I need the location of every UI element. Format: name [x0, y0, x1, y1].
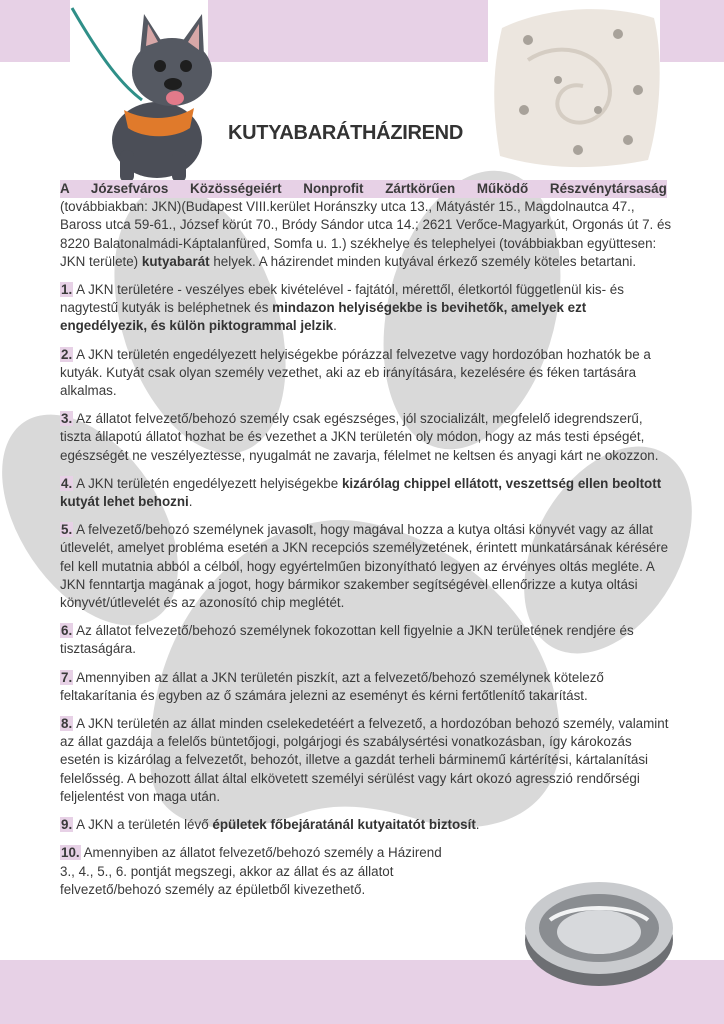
rule-number: 5.	[61, 522, 73, 538]
rule-1	[60, 281, 672, 336]
rule-10	[60, 844, 460, 899]
rule-bold: mindazon helyiségekbe is bevihetők, amelyek ezt engedélyezik, és külön piktogrammal jelzik	[60, 300, 587, 334]
page-title: KUTYABARÁTHÁZIREND	[228, 122, 463, 144]
rule-number: 8.	[61, 716, 73, 732]
rule-2	[60, 346, 672, 401]
rule-text: A JKN területén engedélyezett helyiségekbe	[76, 475, 339, 491]
rule-number: 6.	[61, 623, 73, 639]
rule-8	[60, 715, 672, 806]
rule-number: 9.	[61, 817, 73, 833]
intro-bold: kutyabarát	[141, 253, 210, 269]
intro-text-2: helyek. A házirendet minden kutyával érkező személy köteles betartani.	[213, 253, 637, 269]
rule-number: 1.	[61, 282, 73, 298]
rule-6	[60, 622, 672, 658]
rule-text: Amennyiben az állat a JKN területén piszkít, azt a felvezető/behozó személynek kötelező feltakarítania és egyben az ő számára jelezni az eseményt és kérni fertőtlenítő takarítást.	[60, 669, 604, 703]
rule-after: .	[188, 494, 193, 510]
rule-after: .	[333, 318, 337, 334]
rule-text: A JKN területére - veszélyes ebek kivételével - fajtától, mérettől, életkortól függetlenül kis- és nagytestű kutyák is beléphetnek és	[60, 282, 624, 316]
rule-number: 2.	[61, 346, 73, 362]
rule-text: A JKN területén engedélyezett helyiségekbe pórázzal felvezetve vagy hordozóban hozhatók be a kutyák. Kutyát csak olyan személy vezethet, aki az eb irányítására, kezelésére és féken tartására alkalmas.	[60, 346, 651, 399]
rule-text: Amennyiben az állatot felvezető/behozó személy a Házirend 3., 4., 5., 6. pontját megszegi, akkor az állat és az állatot felvezető/behozó személy az épületből kivezethető.	[60, 845, 442, 897]
rule-9	[60, 816, 672, 834]
rule-number: 10.	[61, 845, 80, 861]
rule-text: Az állatot felvezető/behozó személynek fokozottan kell figyelnie a JKN területének rendjére és tisztaságára.	[60, 623, 634, 657]
rule-7	[60, 669, 672, 705]
intro-paragraph	[60, 180, 672, 271]
rule-number: 7.	[61, 669, 73, 685]
rule-text: A JKN a területén lévő	[76, 817, 209, 833]
rule-after: .	[475, 817, 480, 833]
rule-text: Az állatot felvezető/behozó személy csak egészséges, jól szocializált, megfelelő idegrendszerű, tiszta állapotú állatot hozhat be és vezethet a JKN területén oly módon, hogy az más testi épségét, egészségét ne veszélyeztesse, nyugalmát ne zavarja, félelmet ne keltsen és anyagi kárt ne okozzon.	[60, 411, 659, 463]
rule-5	[60, 521, 672, 612]
rule-bold: kizárólag chippel ellátott, veszettség ellen beoltott kutyát lehet behozni	[60, 475, 662, 510]
french-bulldog-illustration	[62, 0, 222, 185]
house-rules-content	[60, 180, 672, 909]
rule-3	[60, 410, 672, 465]
organization-name: A Józsefváros Közösségeiért Nonprofit Zártkörűen Működő Részvénytársaság	[60, 180, 667, 198]
rule-number: 4.	[61, 475, 73, 491]
rule-4	[60, 475, 672, 511]
rule-bold: épületek főbejáratánál kutyaitatót biztosít	[212, 817, 476, 833]
intro-text: (továbbiakban: JKN)(Budapest VIII.kerület Horánszky utca 13., Mátyástér 15., Magdolnautca 47., Baross utca 59-61., József körút 70., Bródy Sándor utca 14.; 2621 Verőce-Magyarkút, Orgonás út 7. és 8220 Balatonalmádi-Káptalanfüred, Somfa u. 1.) székhelye és telephelyei (továbbiakban együttesen: JKN területe)	[60, 199, 672, 269]
rule-text: A JKN területén az állat minden cselekedetéért a felvezető, a hordozóban behozó személy, valamint az állat gazdája a felelős büntetőjogi, polgárjogi és szabálysértési vonatkozásban, így károkozás esetén is kizárólag a felvezetőt, behozót, illetve a gazdát terheli bárminemű kártérítési, kártalanítási felelősség. A behozott állat által elkövetett személyi sérülést vagy kárt okozó agresszió rendőrségi feljelentést von maga után.	[60, 716, 669, 804]
paw-print-towel-photo	[488, 0, 664, 172]
rule-text: A felvezető/behozó személynek javasolt, hogy magával hozza a kutya oltási könyvét vagy az állat útlevelét, amelyet probléma esetén a JKN recepciós személyzetének, érintett munkatársának kérésére fel kell mutatnia abból a célból, hogy egyértelműen bizonyítható legyen az érvényes oltás megléte. A JKN fenntartja magának a jogot, hogy bármikor szakember segítségével ellenőrizze a kutya oltási könyvét/útlevelét és az azonosító chip meglétét.	[60, 522, 669, 611]
rule-number: 3.	[61, 411, 73, 427]
